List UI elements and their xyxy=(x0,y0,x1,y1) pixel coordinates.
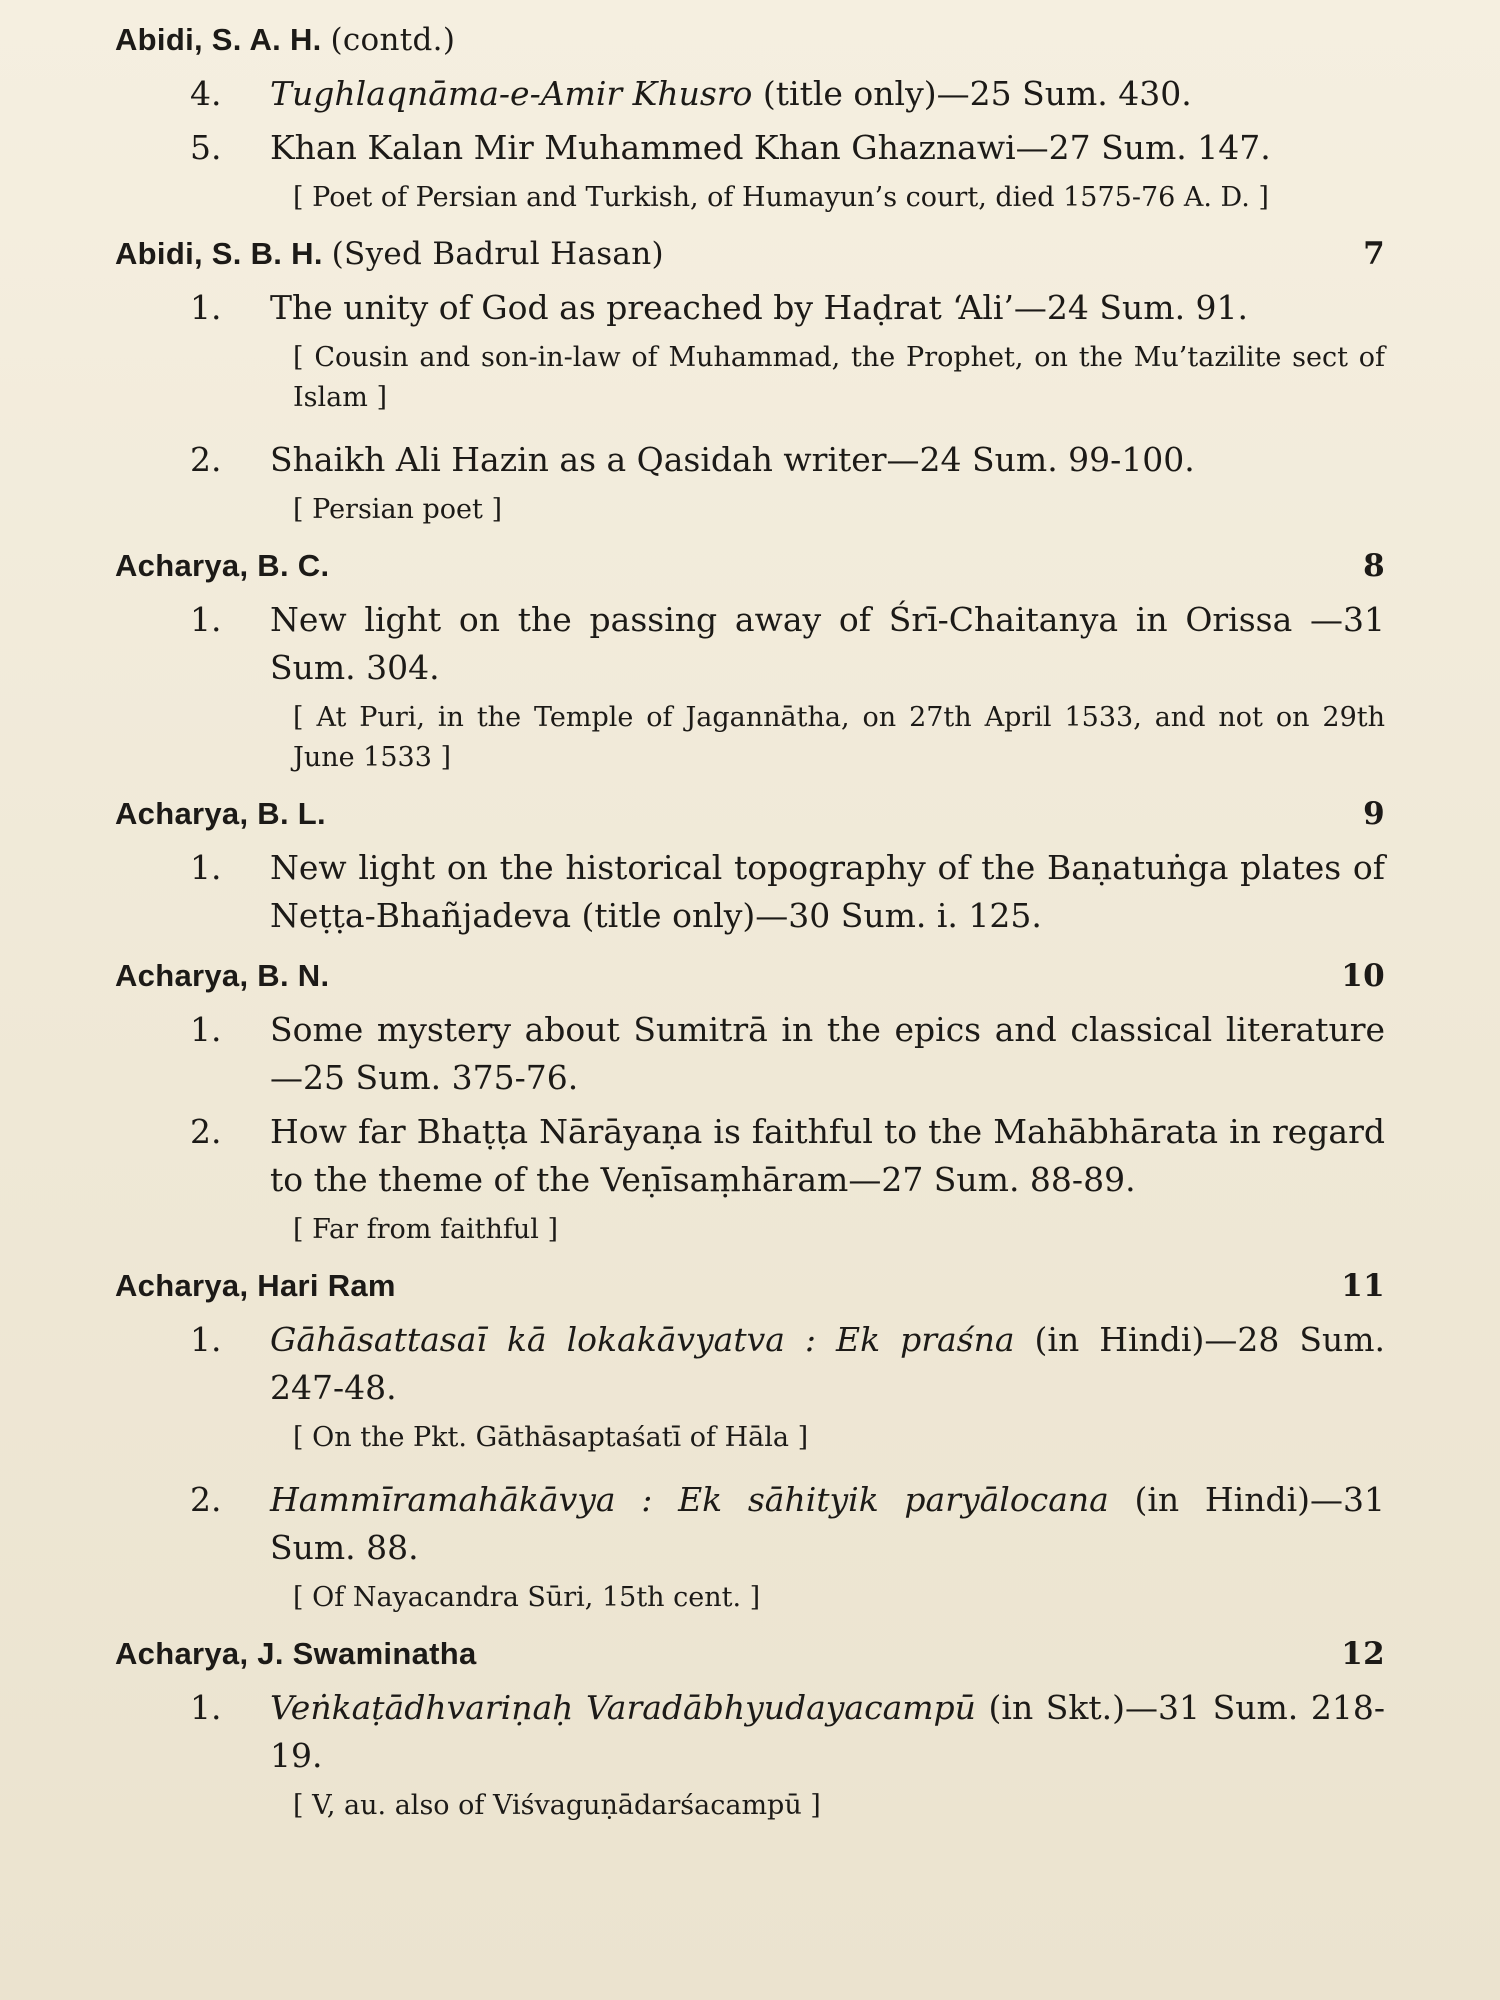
author-name: Acharya, B. C. xyxy=(115,548,330,583)
entry-note: [ On the Pkt. Gāthāsaptaśatī of Hāla ] xyxy=(293,1422,809,1453)
author-name: Acharya, Hari Ram xyxy=(115,1268,396,1303)
author-name-group xyxy=(115,958,329,994)
entry-title-italic: Tughlaqnāma-e-Amir Khusro xyxy=(270,74,753,113)
author-name-group xyxy=(115,796,326,832)
entry-text xyxy=(270,1108,1385,1204)
author-name: Acharya, B. N. xyxy=(115,958,330,993)
author-name-group xyxy=(115,236,664,272)
entry-number: 1. xyxy=(190,1320,222,1359)
entry-item xyxy=(115,284,1385,332)
author-heading xyxy=(115,22,1385,64)
entry-item xyxy=(115,1476,1385,1572)
entry-item xyxy=(115,1684,1385,1780)
author-name-suffix: (contd.) xyxy=(330,22,456,58)
entry-item xyxy=(115,124,1385,172)
entry-item xyxy=(115,596,1385,692)
entry-text xyxy=(270,1316,1385,1412)
entry-citation: Khan Kalan Mir Muhammed Khan Ghaznawi—27 Sum. 147. xyxy=(270,128,1271,167)
entry-title-italic: Veṅkaṭādhvariṇaḥ Varadābhyudayacampū xyxy=(270,1688,976,1727)
entry-citation: (in Hindi)—31 Sum. 88. xyxy=(270,1480,1386,1567)
entry-citation: New light on the passing away of Śrī-Chaitanya in Orissa —31 Sum. 304. xyxy=(270,600,1385,687)
entry-note: [ Of Nayacandra Sūri, 15th cent. ] xyxy=(293,1582,761,1613)
entry-citation: (in Skt.)—31 Sum. 218-19. xyxy=(270,1688,1386,1775)
entry-note: [ V, au. also of Viśvaguṇādarśacampū ] xyxy=(293,1790,821,1821)
author-number: 10 xyxy=(1341,958,1385,994)
author-number: 11 xyxy=(1341,1268,1385,1304)
author-number: 12 xyxy=(1341,1636,1385,1672)
entry-note: [ Cousin and son-in-law of Muhammad, the Prophet, on the Mu’tazilite sect of Islam ] xyxy=(293,342,1385,413)
author-name-group xyxy=(115,1268,396,1304)
entry-title-italic: Gāhāsattasaī kā lokakāvyatva : Ek praśna xyxy=(270,1320,1015,1359)
author-name: Acharya, J. Swaminatha xyxy=(115,1636,477,1671)
author-heading xyxy=(115,1268,1385,1310)
author-number: 7 xyxy=(1363,236,1385,272)
entry-text xyxy=(270,596,1385,692)
entry-text xyxy=(270,70,1385,118)
entry-text xyxy=(270,1006,1385,1102)
entry-number: 1. xyxy=(190,600,222,639)
entry-note: [ Persian poet ] xyxy=(293,494,502,525)
entry-title-italic: Hammīramahākāvya : Ek sāhityik paryālocana xyxy=(270,1480,1109,1519)
entry-number: 4. xyxy=(190,74,222,113)
entry-text xyxy=(270,124,1385,172)
entry-item xyxy=(115,1108,1385,1204)
author-number: 9 xyxy=(1363,796,1385,832)
entry-item xyxy=(115,1006,1385,1102)
entry-number: 2. xyxy=(190,440,222,479)
author-number: 8 xyxy=(1363,548,1385,584)
entry-text xyxy=(270,1476,1385,1572)
entry-number: 5. xyxy=(190,128,222,167)
entry-citation: Some mystery about Sumitrā in the epics and classical literature—25 Sum. 375-76. xyxy=(270,1010,1385,1097)
entry-citation: How far Bhaṭṭa Nārāyaṇa is faithful to the Mahābhārata in regard to the theme of the Veṇīsaṃhāram—27 Sum. 88-89. xyxy=(270,1112,1385,1199)
author-name: Abidi, S. A. H. xyxy=(115,22,322,57)
entry-number: 1. xyxy=(190,1010,222,1049)
author-name-group xyxy=(115,548,329,584)
entry-item xyxy=(115,1316,1385,1412)
entry-item xyxy=(115,436,1385,484)
author-name-group xyxy=(115,1636,477,1672)
entry-number: 2. xyxy=(190,1480,222,1519)
author-name-suffix: (Syed Badrul Hasan) xyxy=(331,236,664,272)
entry-number: 2. xyxy=(190,1112,222,1151)
entry-citation: The unity of God as preached by Haḍrat ‘Ali’—24 Sum. 91. xyxy=(270,288,1249,327)
author-heading xyxy=(115,548,1385,590)
author-heading xyxy=(115,958,1385,1000)
entry-note: [ Poet of Persian and Turkish, of Humayun’s court, died 1575-76 A. D. ] xyxy=(293,182,1269,213)
entry-note: [ Far from faithful ] xyxy=(293,1214,559,1245)
entry-citation: (title only)—25 Sum. 430. xyxy=(752,74,1192,113)
entry-note: [ At Puri, in the Temple of Jagannātha, on 27th April 1533, and not on 29th June 1533 ] xyxy=(293,702,1385,773)
author-heading xyxy=(115,236,1385,278)
entry-number: 1. xyxy=(190,848,222,887)
entry-item xyxy=(115,844,1385,940)
author-heading xyxy=(115,1636,1385,1678)
author-name: Acharya, B. L. xyxy=(115,796,326,831)
entry-citation: Shaikh Ali Hazin as a Qasidah writer—24 Sum. 99-100. xyxy=(270,440,1195,479)
entry-citation: (in Hindi)—28 Sum. 247-48. xyxy=(270,1320,1385,1407)
entry-item xyxy=(115,70,1385,118)
author-name: Abidi, S. B. H. xyxy=(115,236,323,271)
author-heading xyxy=(115,796,1385,838)
entry-number: 1. xyxy=(190,1688,222,1727)
entry-number: 1. xyxy=(190,288,222,327)
entry-text xyxy=(270,844,1385,940)
entry-text xyxy=(270,436,1385,484)
entry-text xyxy=(270,1684,1385,1780)
entry-text xyxy=(270,284,1385,332)
author-index-column xyxy=(115,12,1385,1844)
entry-citation: New light on the historical topography of the Baṇatuṅga plates of Neṭṭa-Bhañjadeva (title only)—30 Sum. i. 125. xyxy=(270,848,1385,935)
author-name-group xyxy=(115,22,455,58)
